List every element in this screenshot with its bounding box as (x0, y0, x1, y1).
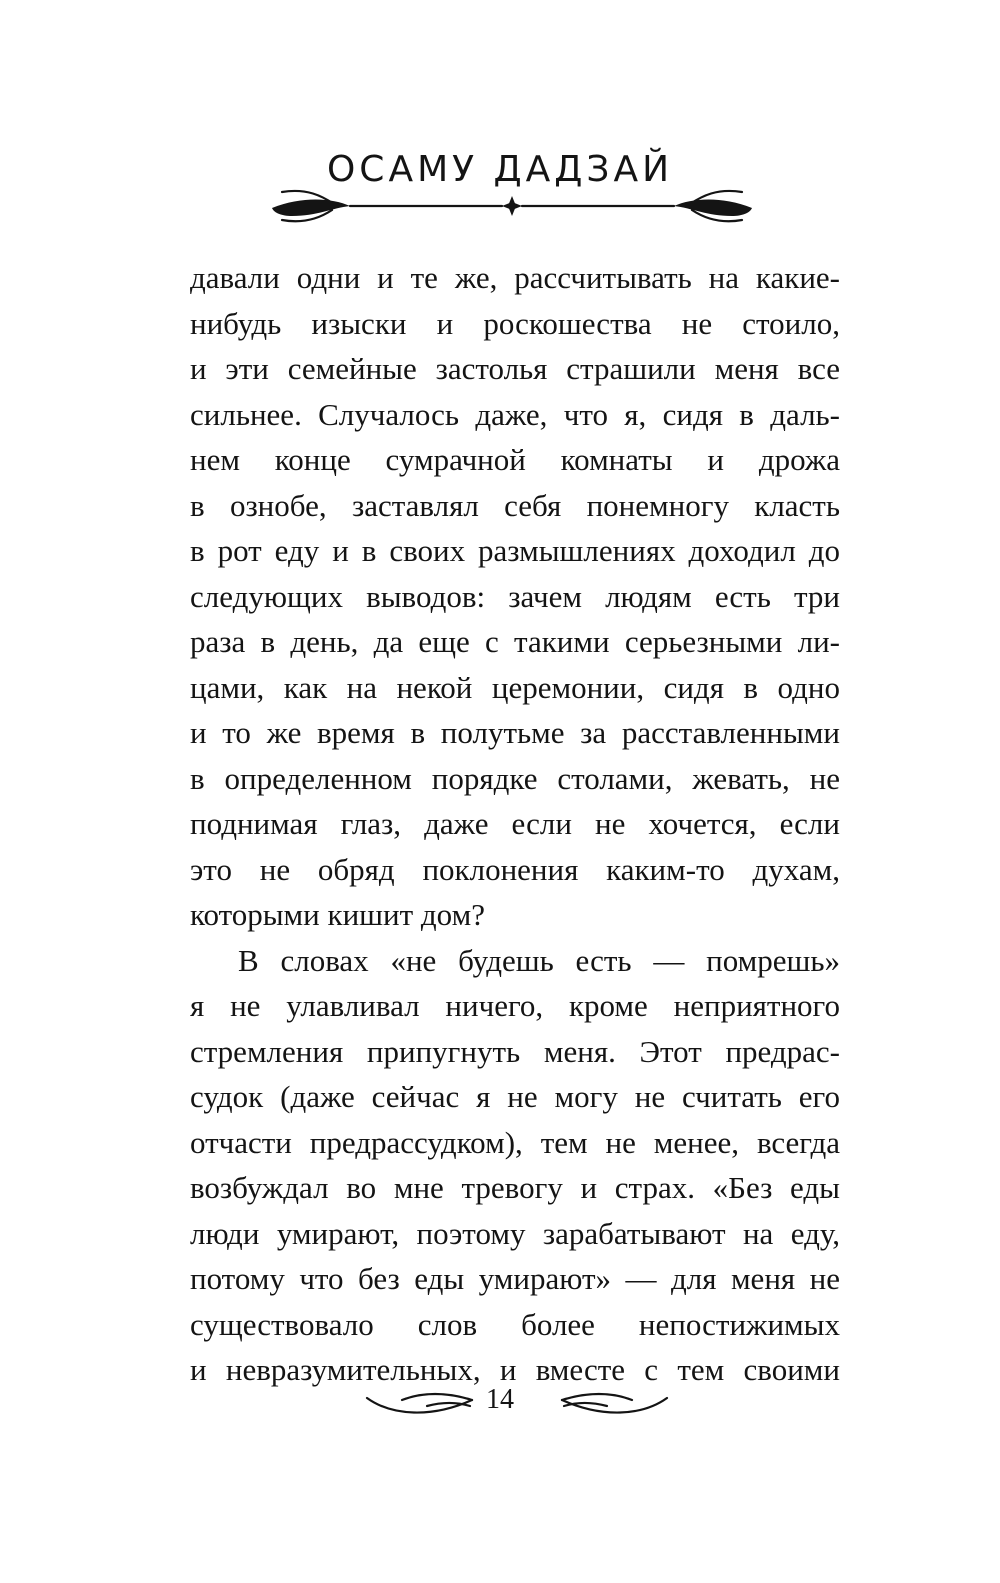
text-line-content: поднимая глаз, даже если не хочется, если (190, 806, 840, 841)
text-line (190, 938, 840, 984)
text-line-content: которыми кишит дом? (190, 897, 485, 932)
text-line (190, 346, 840, 392)
text-line-content: цами, как на некой церемонии, сидя в одно (190, 669, 840, 705)
text-line (190, 892, 840, 938)
text-line-content: давали одни и те же, рассчитывать на какие- (190, 260, 840, 295)
text-line-content: нибудь изыски и роскошества не стоило, (190, 305, 840, 341)
text-line-content: существовало слов более непостижимых (190, 1306, 840, 1342)
text-line (190, 528, 840, 574)
text-line-content: сильнее. Случалось даже, что я, сидя в даль- (190, 396, 840, 432)
text-line (190, 1165, 840, 1211)
text-line-content: я не улавливал ничего, кроме неприятного (190, 988, 840, 1023)
text-line-content: стремления припугнуть меня. Этот предрас- (190, 1033, 840, 1069)
text-line (190, 1029, 840, 1075)
text-line-content: В словах «не будешь есть — помрешь» (238, 942, 840, 978)
running-title: ОСАМУ ДАДЗАЙ (326, 149, 674, 190)
text-line-content: в определенном порядке столами, жевать, не (190, 760, 840, 796)
text-line-content: в рот еду и в своих размышлениях доходил до (190, 533, 840, 568)
text-line (190, 1256, 840, 1302)
text-line (190, 392, 840, 438)
text-line (190, 1211, 840, 1257)
text-line (190, 574, 840, 620)
text-line (190, 801, 840, 847)
text-line-content: нем конце сумрачной комнаты и дрожа (190, 442, 840, 477)
text-line-content: и то же время в полутьме за расставленными (190, 715, 840, 750)
text-line-content: отчасти предрассудком), тем не менее, всегда (190, 1124, 840, 1160)
text-line (190, 756, 840, 802)
text-line (190, 255, 840, 301)
text-line (190, 710, 840, 756)
text-line-content: люди умирают, поэтому зарабатывают на еду, (190, 1215, 840, 1251)
text-line (190, 483, 840, 529)
text-line-content: в ознобе, заставлял себя понемногу класть (190, 487, 840, 523)
text-line (190, 665, 840, 711)
text-line (190, 847, 840, 893)
text-line (190, 1302, 840, 1348)
page-footer (0, 1378, 1000, 1428)
text-line-content: и невразумительных, и вместе с тем своими (190, 1352, 840, 1387)
text-line-content: следующих выводов: зачем людям есть три (190, 578, 840, 614)
text-line-content: возбуждал во мне тревогу и страх. «Без еды (190, 1170, 840, 1205)
text-line-content: судок (даже сейчас я не могу не считать его (190, 1079, 840, 1114)
text-line-content: это не обряд поклонения каким-то духам, (190, 851, 840, 887)
text-line (190, 301, 840, 347)
text-line-content: раза в день, да еще с такими серьезными ли- (190, 624, 840, 659)
header-flourish-ornament (262, 186, 762, 226)
text-line (190, 1120, 840, 1166)
text-line-content: потому что без еды умирают» — для меня не (190, 1261, 840, 1296)
text-line (190, 1074, 840, 1120)
body-text (190, 255, 840, 1393)
text-line-content: и эти семейные застолья страшили меня все (190, 351, 840, 386)
text-line (190, 437, 840, 483)
page-number: 14 (486, 1384, 514, 1415)
text-line (190, 983, 840, 1029)
text-line (190, 619, 840, 665)
